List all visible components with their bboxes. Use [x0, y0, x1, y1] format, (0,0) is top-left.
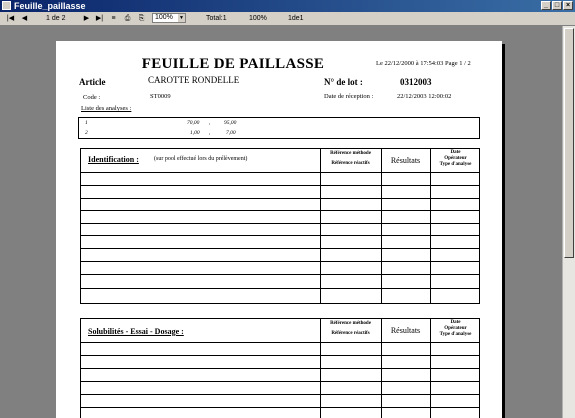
minimize-button[interactable]: _ — [541, 1, 551, 10]
solubilites-table — [80, 318, 480, 418]
print-icon[interactable]: ⎙ — [124, 15, 131, 22]
printed-label: Le — [376, 60, 383, 67]
page-indicator: 1 de 2 — [46, 15, 66, 22]
reception-value: 22/12/2003 12:00:02 — [397, 93, 452, 100]
chevron-down-icon[interactable]: ▼ — [179, 15, 184, 21]
section-title: Solubilités - Essai - Dosage : — [88, 327, 184, 336]
next-page-icon[interactable]: ▶ — [83, 15, 90, 22]
preview-area[interactable] — [0, 26, 563, 418]
print-info — [376, 60, 471, 67]
close-button[interactable]: × — [563, 1, 573, 10]
lot-label: N° de lot : — [324, 77, 363, 87]
page-status: 1de1 — [288, 15, 304, 22]
analyses-label: Liste des analyses : — [81, 105, 132, 112]
code-label: Code : — [83, 94, 101, 101]
total-label: Total:1 — [206, 15, 227, 22]
results-header: Résultats — [390, 156, 421, 165]
analysis-value-2: 7,00 — [226, 130, 236, 136]
preview-toolbar — [0, 12, 575, 26]
analysis-num: 2 — [85, 130, 88, 136]
maximize-button[interactable]: □ — [552, 1, 562, 10]
analysis-sep: , — [209, 130, 211, 136]
reception-label: Date de réception : — [324, 93, 374, 100]
method-header: Référence méthode Référence réactifs — [330, 321, 371, 336]
scrollbar-thumb[interactable] — [564, 28, 574, 258]
window-titlebar — [0, 0, 575, 12]
analysis-value-2: 95,00 — [224, 120, 237, 126]
vertical-scrollbar[interactable] — [562, 26, 575, 418]
analysis-value-1: 70,00 — [187, 120, 200, 126]
page-label: Page — [444, 60, 458, 67]
results-header: Résultats — [390, 326, 421, 335]
zoom-status: 100% — [249, 15, 267, 22]
print-setup-icon[interactable]: ⎘ — [138, 15, 145, 22]
article-value: CAROTTE RONDELLE — [148, 75, 240, 85]
date-header: Date Opérateur Type d'analyse — [439, 150, 472, 167]
report-title: FEUILLE DE PAILLASSE — [141, 56, 325, 72]
window-controls — [541, 1, 573, 10]
prev-page-icon[interactable]: ◀ — [21, 15, 28, 22]
section-note: (sur pool effectué lors du prélèvement) — [154, 156, 248, 162]
window-title: Feuille_paillasse — [14, 1, 86, 11]
analysis-num: 1 — [85, 120, 88, 126]
method-header: Référence méthode Référence réactifs — [330, 151, 371, 166]
identification-table — [80, 148, 480, 304]
app-icon — [2, 1, 11, 10]
stop-icon[interactable]: ≡ — [111, 15, 116, 22]
analysis-value-1: 1,00 — [190, 130, 200, 136]
section-title: Identification : — [88, 155, 139, 164]
date-header: Date Opérateur Type d'analyse — [439, 320, 472, 337]
analysis-sep: , — [209, 120, 211, 126]
page-info: 1 / 2 — [459, 60, 471, 67]
first-page-icon[interactable]: |◀ — [6, 15, 15, 22]
lot-value: 0312003 — [400, 77, 432, 87]
zoom-value: 100% — [155, 14, 173, 21]
report-page — [56, 41, 502, 418]
analyses-list — [78, 117, 480, 139]
article-label: Article — [79, 77, 106, 87]
zoom-select[interactable] — [152, 13, 186, 23]
last-page-icon[interactable]: ▶| — [95, 15, 104, 22]
code-value: ST0009 — [150, 93, 171, 100]
printed-at: 22/12/2000 à 17:54:03 — [384, 60, 444, 67]
